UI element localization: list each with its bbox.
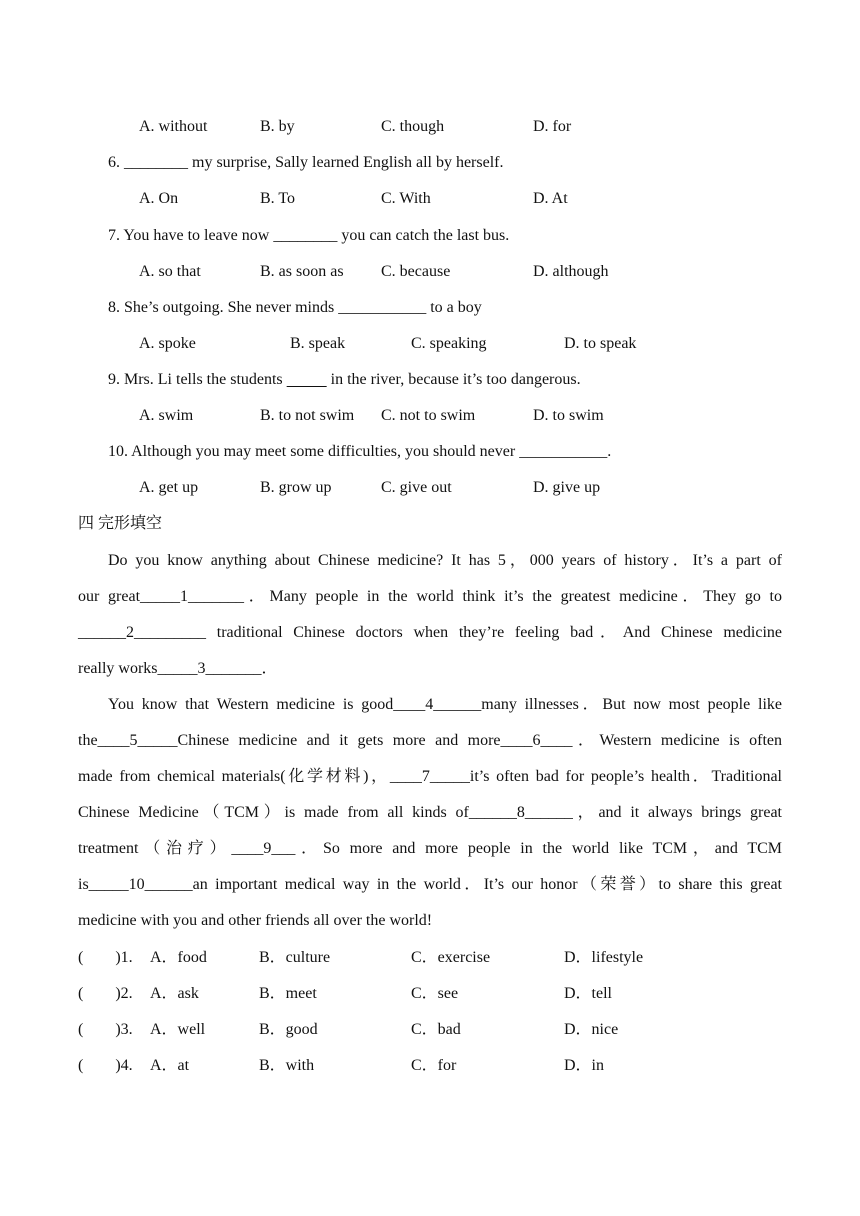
- option-a: A. spoke: [139, 335, 196, 352]
- option-a: A．ask: [150, 985, 199, 1002]
- answer-bracket-number: ( )3.: [78, 1021, 133, 1038]
- option-d: D．tell: [564, 985, 612, 1002]
- option-a: A. swim: [139, 407, 194, 424]
- question-6-stem: 6. ________ my surprise, Sally learned English all by herself.: [108, 154, 504, 171]
- answer-bracket-number: ( )4.: [78, 1057, 133, 1074]
- option-d: D. to swim: [533, 407, 604, 424]
- question-9-stem-end: in the river, because it’s too dangerous.: [326, 371, 581, 388]
- option-d: D. for: [533, 118, 572, 135]
- passage-line: medicine with you and other friends all over the world!: [78, 912, 433, 929]
- option-c: C．bad: [411, 1021, 461, 1038]
- question-9-stem: [108, 370, 581, 390]
- question-10-stem: 10. Although you may meet some difficulties, you should never ___________.: [108, 443, 612, 460]
- option-b: B. grow up: [260, 479, 332, 496]
- option-c: C. With: [381, 190, 431, 207]
- passage-line: Chinese Medicine（TCM）is made from all kinds of______8______，and it always brings great: [78, 804, 782, 821]
- option-c: C. not to swim: [381, 407, 476, 424]
- passage-line: Do you know anything about Chinese medicine? It has 5，000 years of history．It’s a part of: [108, 552, 782, 569]
- option-d: D．nice: [564, 1021, 619, 1038]
- option-b: B. to not swim: [260, 407, 355, 424]
- option-c: C. because: [381, 263, 451, 280]
- option-b: B．culture: [259, 949, 331, 966]
- option-b: B．good: [259, 1021, 318, 1038]
- option-a: A. so that: [139, 263, 201, 280]
- passage-line: the____5_____Chinese medicine and it gets more and more____6____．Western medicine is often: [78, 732, 782, 749]
- option-d: D．lifestyle: [564, 949, 644, 966]
- option-b: B. as soon as: [260, 263, 344, 280]
- option-b: B．meet: [259, 985, 317, 1002]
- question-9-blank: [287, 371, 327, 388]
- passage-line: treatment（治疗）____9___．So more and more people in the world like TCM，and TCM: [78, 840, 782, 857]
- option-a: A．well: [150, 1021, 206, 1038]
- section-heading: 四 完形填空: [78, 515, 163, 532]
- option-b: B. by: [260, 118, 295, 135]
- option-c: C．exercise: [411, 949, 491, 966]
- option-a: A. On: [139, 190, 179, 207]
- option-d: D. to speak: [564, 335, 637, 352]
- option-d: D. although: [533, 263, 609, 280]
- option-b: B. To: [260, 190, 296, 207]
- passage-line: You know that Western medicine is good____4______many illnesses．But now most people like: [108, 696, 782, 713]
- option-c: C. though: [381, 118, 445, 135]
- option-b: B．with: [259, 1057, 315, 1074]
- answer-bracket-number: ( )2.: [78, 985, 133, 1002]
- question-7-stem: 7. You have to leave now ________ you can catch the last bus.: [108, 227, 510, 244]
- option-a: A. get up: [139, 479, 199, 496]
- question-8-stem: 8. She’s outgoing. She never minds ___________ to a boy: [108, 299, 482, 316]
- option-a: A. without: [139, 118, 208, 135]
- option-d: D．in: [564, 1057, 605, 1074]
- passage-line: our great_____1_______．Many people in the world think it’s the greatest medicine．They go to: [78, 588, 782, 605]
- passage-line: made from chemical materials(化学材料)，____7_____it’s often bad for people’s health．Traditional: [78, 768, 782, 785]
- passage-line: really works_____3_______．: [78, 660, 278, 677]
- passage-line: is_____10______an important medical way in the world．It’s our honor（荣誉）to share this great: [78, 876, 782, 893]
- option-d: D. give up: [533, 479, 601, 496]
- option-a: A．food: [150, 949, 207, 966]
- question-9-stem-start: 9. Mrs. Li tells the students: [108, 371, 287, 388]
- option-d: D. At: [533, 190, 568, 207]
- option-a: A．at: [150, 1057, 190, 1074]
- option-b: B. speak: [290, 335, 346, 352]
- answer-bracket-number: ( )1.: [78, 949, 133, 966]
- option-c: C. speaking: [411, 335, 487, 352]
- option-c: C. give out: [381, 479, 452, 496]
- option-c: C．see: [411, 985, 459, 1002]
- passage-line: ______2_________ traditional Chinese doctors when they’re feeling bad．And Chinese medicine: [78, 624, 782, 641]
- option-c: C．for: [411, 1057, 457, 1074]
